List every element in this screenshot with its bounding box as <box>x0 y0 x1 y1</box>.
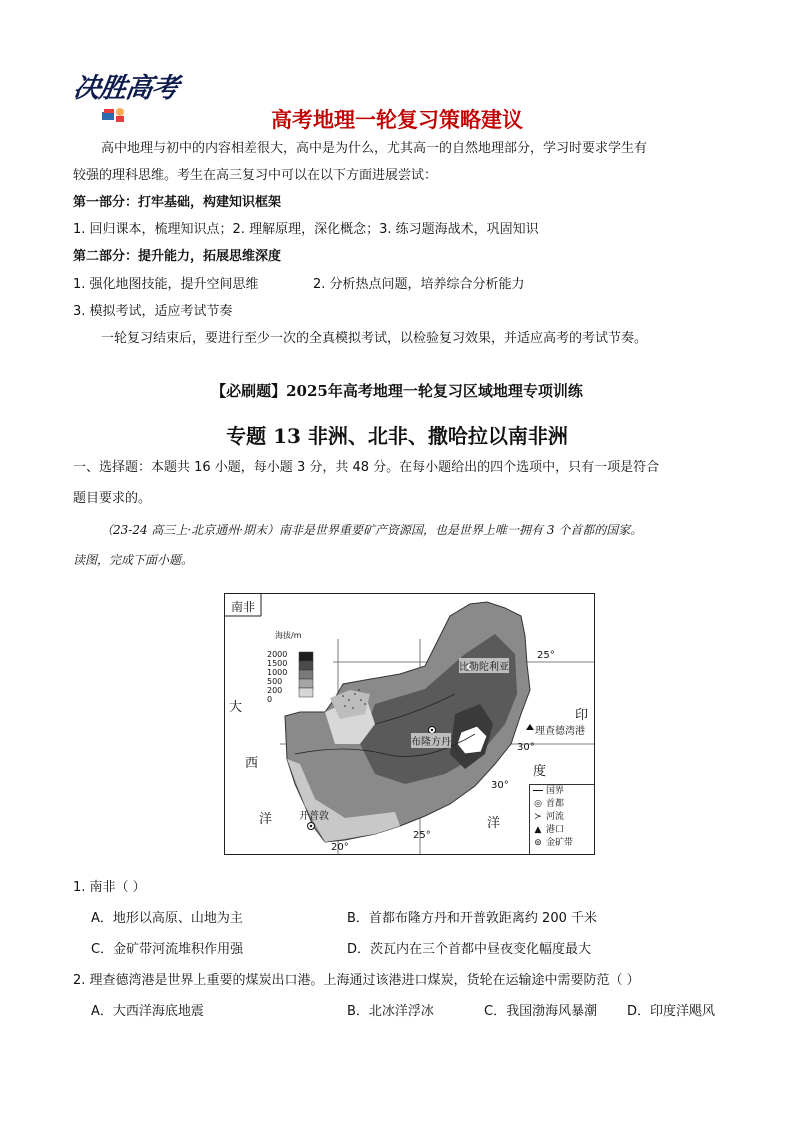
question-1-option-c[interactable]: C．金矿带河流堆积作用强 <box>91 942 244 957</box>
source-line-1: （23-24 高三上·北京通州·期末）南非是世界重要矿产资源国，也是世界上唯一拥有 3 个首都的国家。 <box>101 523 643 537</box>
latitude-label: 25° <box>537 650 555 661</box>
part2-item-1: 1. 强化地图技能，提升空间思维 <box>73 277 259 292</box>
part2-item-3: 3. 模拟考试，适应考试节奏 <box>73 304 233 319</box>
legend-capital: ◎ 首都 <box>534 799 565 809</box>
intro-line-2: 较强的理科思维。考生在高三复习中可以在以下方面进展尝试： <box>73 168 438 183</box>
longitude-label: 20° <box>331 842 349 853</box>
ocean-label: 洋 <box>487 816 501 831</box>
closing-paragraph: 一轮复习结束后，要进行至少一次的全真模拟考试，以检验复习效果，并适应高考的考试节奏。 <box>101 331 648 346</box>
question-1-stem: 1. 南非（ ） <box>73 880 146 895</box>
section-instructions-line-1: 一、选择题：本题共 16 小题，每小题 3 分，共 48 分。在每小题给出的四个选项中，只有一项是符合 <box>73 460 660 475</box>
south-africa-map <box>224 593 595 855</box>
city-capetown: 开普敦 <box>299 811 329 822</box>
city-pretoria: 比勒陀利亚 <box>459 658 509 673</box>
question-2-stem: 2. 理查德湾港是世界上重要的煤炭出口港。上海通过该港进口煤炭，货轮在运输途中需要防范（ ） <box>73 973 640 988</box>
legend-gold-belt: ⊚ 金矿带 <box>534 838 574 848</box>
document-title: 高考地理一轮复习策略建议 <box>271 108 523 132</box>
map-box-label: 南非 <box>231 600 256 614</box>
legend-port: ▲ 港口 <box>534 825 565 835</box>
question-2-option-a[interactable]: A．大西洋海底地震 <box>91 1004 204 1019</box>
elev-tick: 0 <box>267 695 273 704</box>
elev-tick: 1500 <box>267 659 288 668</box>
ocean-label: 洋 <box>259 812 273 827</box>
map-legend <box>529 784 595 855</box>
question-1-option-d[interactable]: D．茨瓦内在三个首都中昼夜变化幅度最大 <box>347 942 592 957</box>
legend-river: ≻ 河流 <box>534 812 565 822</box>
latitude-label: 30° <box>517 742 535 753</box>
exam-topic-title: 专题 13 非洲、北非、撒哈拉以南非洲 <box>226 424 568 448</box>
part2-item-2: 2. 分析热点问题，培养综合分析能力 <box>313 277 525 292</box>
elev-tick: 200 <box>267 686 283 695</box>
part1-heading: 第一部分：打牢基础，构建知识框架 <box>73 195 282 210</box>
elevation-legend-title: 海拔/m <box>275 631 302 640</box>
elev-tick: 500 <box>267 677 283 686</box>
section-instructions-line-2: 题目要求的。 <box>73 491 152 506</box>
latitude-label: 30° <box>491 780 509 791</box>
elevation-ticks <box>267 650 287 704</box>
question-2-option-d[interactable]: D．印度洋飓风 <box>627 1004 716 1019</box>
source-line-2: 读图，完成下面小题。 <box>73 553 194 567</box>
question-1-option-b[interactable]: B．首都布隆方丹和开普敦距离约 200 千米 <box>347 911 597 926</box>
port-richards-bay: 理查德湾港 <box>535 726 585 737</box>
legend-border: 国界 <box>530 785 595 798</box>
part1-items: 1. 回归课本，梳理知识点；2. 理解原理，深化概念；3. 练习题海战术，巩固知识 <box>73 222 539 237</box>
question-2-option-c[interactable]: C．我国渤海风暴潮 <box>484 1004 598 1019</box>
elev-tick: 1000 <box>267 668 288 677</box>
ocean-label: 西 <box>245 756 259 771</box>
elevation-legend <box>265 630 302 641</box>
ocean-label: 印 <box>575 708 589 723</box>
city-bloemfontein: 布隆方丹 <box>411 733 451 748</box>
elev-tick: 2000 <box>267 650 288 659</box>
part2-heading: 第二部分：提升能力，拓展思维深度 <box>73 249 282 264</box>
question-1-option-a[interactable]: A．地形以高原、山地为主 <box>91 911 243 926</box>
logo-text: 决胜高考 <box>71 73 180 104</box>
question-2-option-b[interactable]: B．北冰洋浮冰 <box>347 1004 434 1019</box>
intro-line-1: 高中地理与初中的内容相差很大，高中是为什么，尤其高一的自然地理部分，学习时要求学生有 <box>101 141 648 156</box>
ocean-label: 大 <box>229 700 243 715</box>
ocean-label: 度 <box>533 764 547 779</box>
exam-subtitle: 【必刷题】2025年高考地理一轮复习区域地理专项训练 <box>211 382 583 400</box>
longitude-label: 25° <box>413 830 431 841</box>
